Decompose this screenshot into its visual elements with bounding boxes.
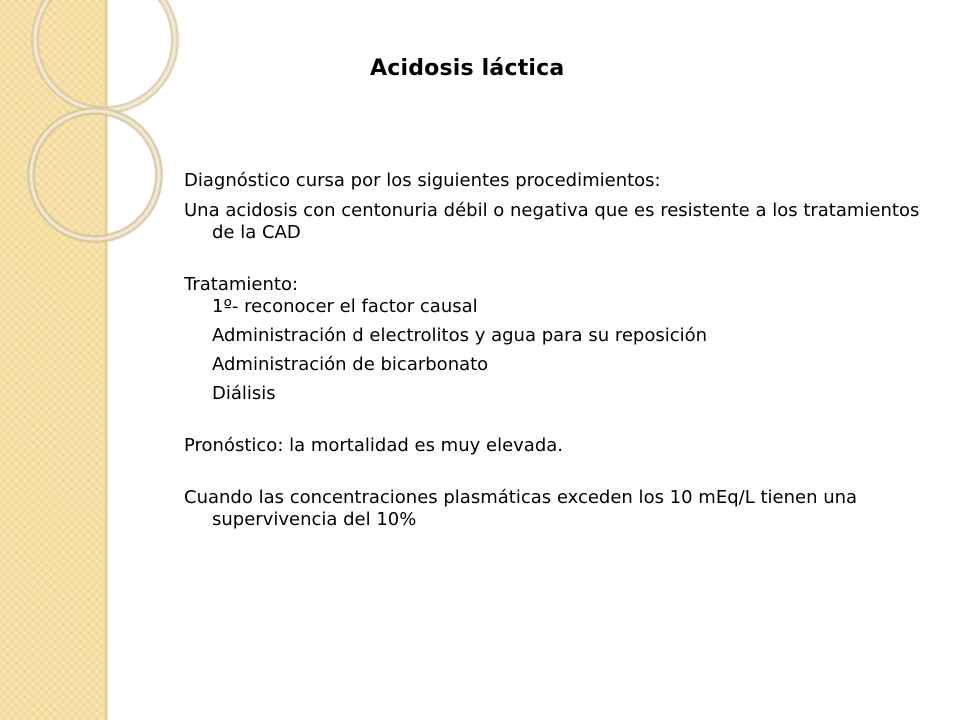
diagnostico-intro: Diagnóstico cursa por los siguientes procedimientos: — [184, 170, 661, 191]
tratamiento-item: 1º- reconocer el factor causal — [212, 296, 478, 317]
small-ring-inner — [31, 111, 159, 239]
tratamiento-item: Diálisis — [212, 383, 276, 404]
diagnostico-detalle: Una acidosis con centonuria débil o negativa que es resistente a los tratamientos de la CAD — [184, 200, 920, 243]
large-ring — [35, 0, 175, 110]
pronostico: Pronóstico: la mortalidad es muy elevada. — [184, 435, 564, 456]
slide-title: Acidosis láctica — [370, 56, 565, 81]
tratamiento-item: Administración d electrolitos y agua para su reposición — [212, 325, 708, 346]
nota-supervivencia: Cuando las concentraciones plasmáticas exceden los 10 mEq/L tienen una supervivencia del 10% — [184, 487, 858, 530]
slide-body — [184, 170, 934, 531]
tratamiento-label: Tratamiento: — [184, 274, 299, 295]
tratamiento-item: Administración de bicarbonato — [212, 354, 489, 375]
